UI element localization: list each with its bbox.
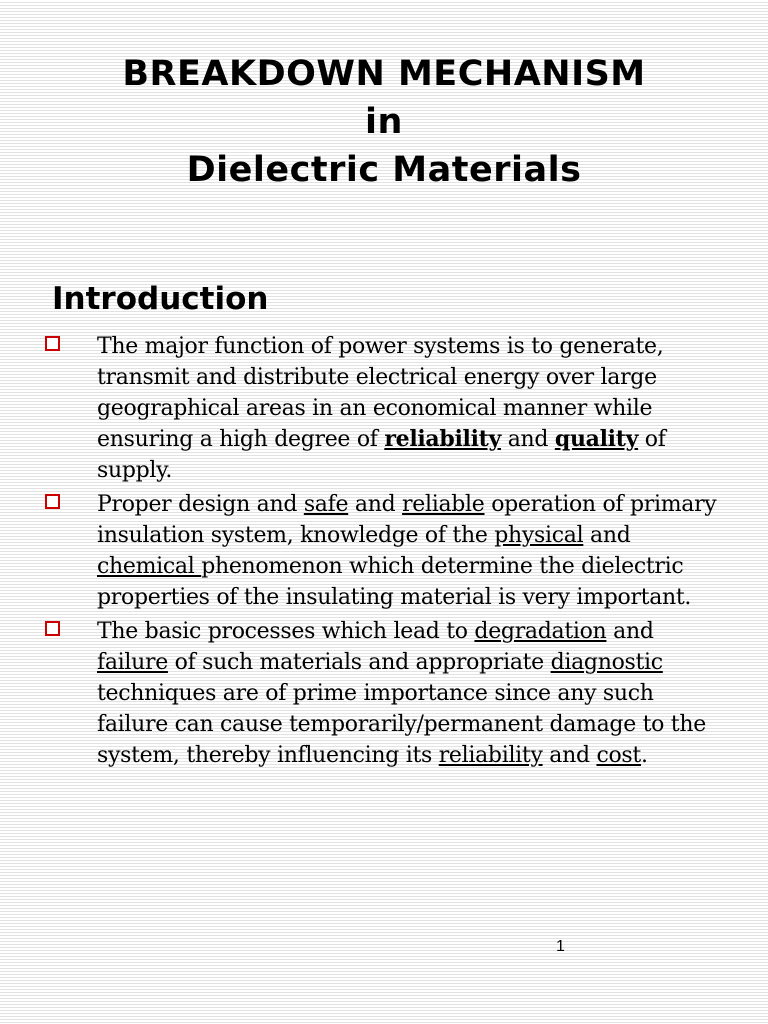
bullet-item-2 bbox=[0, 489, 768, 613]
text-run: and bbox=[348, 492, 403, 517]
text-run: The basic processes which lead to bbox=[97, 619, 475, 644]
underline-reliable: reliable bbox=[402, 492, 485, 517]
bullet-list bbox=[0, 331, 768, 774]
title-line-1: BREAKDOWN MECHANISM bbox=[122, 54, 646, 94]
underline-physical: physical bbox=[494, 523, 584, 548]
underline-failure: failure bbox=[97, 650, 168, 675]
text-run: of such materials and appropriate bbox=[167, 650, 551, 675]
bullet-text-2 bbox=[97, 489, 728, 613]
page-number: 1 bbox=[556, 938, 565, 955]
slide-title bbox=[0, 50, 768, 194]
text-run: operation of primary insulation system, knowledge of the bbox=[97, 492, 717, 548]
hollow-square-bullet-icon bbox=[45, 621, 60, 636]
emphasis-reliability: reliability bbox=[384, 426, 501, 452]
underline-diagnostic: diagnostic bbox=[550, 650, 663, 675]
underline-cost: cost bbox=[596, 743, 641, 768]
text-run: and bbox=[583, 523, 631, 548]
text-run: and bbox=[542, 743, 597, 768]
bullet-text-1 bbox=[97, 331, 728, 486]
emphasis-quality: quality bbox=[554, 426, 639, 452]
section-heading: Introduction bbox=[52, 281, 269, 317]
text-run: The major function of power systems is to generate, transmit and distribute electrical energy over large geographical areas in an economical manner while ensuring a high degree of bbox=[97, 334, 664, 452]
underline-safe: safe bbox=[303, 492, 349, 517]
bullet-item-1 bbox=[0, 331, 768, 486]
title-line-2: in bbox=[365, 102, 403, 142]
text-run: phenomenon which determine the dielectric properties of the insulating material is very important. bbox=[97, 554, 692, 610]
text-run: and bbox=[501, 427, 555, 452]
text-run: Proper design and bbox=[97, 492, 304, 517]
text-run: of supply. bbox=[97, 427, 666, 483]
hollow-square-bullet-icon bbox=[45, 494, 60, 509]
hollow-square-bullet-icon bbox=[45, 336, 60, 351]
text-run: and bbox=[606, 619, 654, 644]
title-line-3: Dielectric Materials bbox=[186, 150, 582, 190]
text-run: . bbox=[640, 743, 648, 768]
underline-chemical: chemical bbox=[97, 554, 202, 579]
underline-reliability: reliability bbox=[438, 743, 543, 768]
bullet-text-3 bbox=[97, 616, 728, 771]
underline-degradation: degradation bbox=[474, 619, 607, 644]
bullet-item-3 bbox=[0, 616, 768, 771]
text-run: techniques are of prime importance since any such failure can cause temporarily/permanent damage to the system, thereby influencing its bbox=[97, 681, 706, 768]
